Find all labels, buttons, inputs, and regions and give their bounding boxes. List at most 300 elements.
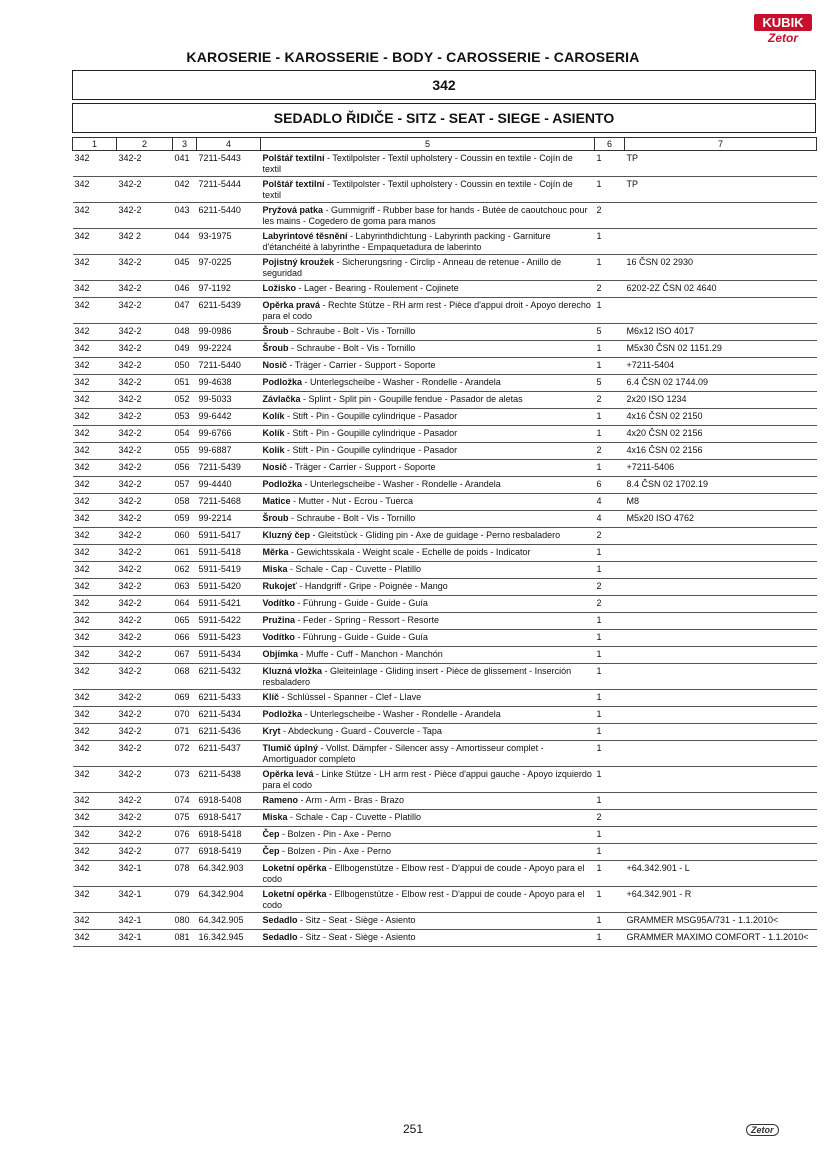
- cell-note: [625, 664, 817, 690]
- cell-subgroup: 342-2: [117, 741, 173, 767]
- cell-subgroup: 342-2: [117, 281, 173, 298]
- table-row: [73, 341, 817, 358]
- logo-zetor-text: Zetor: [768, 31, 798, 45]
- cell-part-number: 97-0225: [197, 255, 261, 281]
- description-czech: Miska: [262, 564, 288, 574]
- cell-description: [261, 707, 595, 724]
- description-czech: Kolík: [262, 428, 285, 438]
- description-translations: - Muffe - Cuff - Manchon - Manchón: [298, 649, 443, 659]
- cell-description: [261, 409, 595, 426]
- cell-subgroup: 342-2: [117, 827, 173, 844]
- cell-quantity: 1: [595, 690, 625, 707]
- cell-note: [625, 579, 817, 596]
- table-row: [73, 255, 817, 281]
- cell-group: 342: [73, 647, 117, 664]
- description-czech: Ložisko: [262, 283, 297, 293]
- cell-subgroup: 342-2: [117, 341, 173, 358]
- cell-position: 041: [173, 151, 197, 177]
- cell-note: [625, 724, 817, 741]
- cell-quantity: 1: [595, 341, 625, 358]
- cell-position: 048: [173, 324, 197, 341]
- cell-description: [261, 887, 595, 913]
- cell-quantity: 1: [595, 767, 625, 793]
- cell-group: 342: [73, 596, 117, 613]
- cell-note: M5x20 ISO 4762: [625, 511, 817, 528]
- description-translations: - Schraube - Bolt - Vis - Tornillo: [288, 326, 416, 336]
- cell-part-number: 6211-5432: [197, 664, 261, 690]
- description-translations: - Abdeckung - Guard - Couvercle - Tapa: [280, 726, 442, 736]
- description-translations: - Sicherungsring - Circlip - Anneau de retenue - Anillo de seguridad: [262, 257, 562, 278]
- cell-note: [625, 298, 817, 324]
- description-czech: Sedadlo: [262, 932, 298, 942]
- description-czech: Měrka: [262, 547, 289, 557]
- description-translations: - Träger - Carrier - Support - Soporte: [287, 360, 436, 370]
- cell-description: [261, 630, 595, 647]
- cell-part-number: 6211-5438: [197, 767, 261, 793]
- cell-note: +64.342.901 - R: [625, 887, 817, 913]
- cell-note: 2x20 ISO 1234: [625, 392, 817, 409]
- cell-subgroup: 342-2: [117, 409, 173, 426]
- cell-group: 342: [73, 494, 117, 511]
- cell-position: 044: [173, 229, 197, 255]
- table-row: [73, 844, 817, 861]
- table-row: [73, 741, 817, 767]
- cell-note: 16 ČSN 02 2930: [625, 255, 817, 281]
- cell-note: 6.4 ČSN 02 1744.09: [625, 375, 817, 392]
- cell-part-number: 6211-5437: [197, 741, 261, 767]
- cell-group: 342: [73, 528, 117, 545]
- cell-description: [261, 177, 595, 203]
- cell-group: 342: [73, 203, 117, 229]
- cell-quantity: 1: [595, 724, 625, 741]
- description-translations: - Bolzen - Pin - Axe - Perno: [279, 846, 392, 856]
- cell-subgroup: 342-2: [117, 392, 173, 409]
- cell-note: +7211-5404: [625, 358, 817, 375]
- cell-description: [261, 494, 595, 511]
- cell-subgroup: 342-2: [117, 707, 173, 724]
- table-row: [73, 887, 817, 913]
- cell-subgroup: 342-2: [117, 844, 173, 861]
- cell-description: [261, 810, 595, 827]
- cell-note: 6202-2Z ČSN 02 4640: [625, 281, 817, 298]
- cell-position: 077: [173, 844, 197, 861]
- cell-group: 342: [73, 477, 117, 494]
- description-translations: - Labyrinthdichtung - Labyrinth packing - Garniture d'étanchéité à labyrinthe - Empaquetadura de laberinto: [262, 231, 551, 252]
- cell-position: 081: [173, 930, 197, 947]
- description-translations: - Ellbogenstütze - Elbow rest - D'appui de coude - Apoyo para el codo: [262, 863, 585, 884]
- cell-note: [625, 203, 817, 229]
- description-czech: Labyrintové těsnění: [262, 231, 348, 241]
- cell-group: 342: [73, 741, 117, 767]
- cell-description: [261, 724, 595, 741]
- cell-subgroup: 342-2: [117, 324, 173, 341]
- description-translations: - Gleiteinlage - Gliding insert - Pièce de glissement - Inserción resbaladero: [262, 666, 572, 687]
- cell-part-number: 5911-5421: [197, 596, 261, 613]
- cell-quantity: 1: [595, 545, 625, 562]
- description-czech: Nosič: [262, 462, 288, 472]
- cell-description: [261, 861, 595, 887]
- cell-group: 342: [73, 930, 117, 947]
- cell-note: +7211-5406: [625, 460, 817, 477]
- cell-description: [261, 827, 595, 844]
- cell-group: 342: [73, 887, 117, 913]
- description-czech: Vodítko: [262, 598, 295, 608]
- description-translations: - Arm - Arm - Bras - Brazo: [298, 795, 405, 805]
- cell-part-number: 99-2224: [197, 341, 261, 358]
- cell-quantity: 5: [595, 375, 625, 392]
- cell-subgroup: 342-2: [117, 724, 173, 741]
- cell-position: 056: [173, 460, 197, 477]
- cell-position: 066: [173, 630, 197, 647]
- table-row: [73, 767, 817, 793]
- description-translations: - Schale - Cap - Cuvette - Platillo: [287, 564, 422, 574]
- cell-group: 342: [73, 409, 117, 426]
- cell-quantity: 1: [595, 358, 625, 375]
- cell-quantity: 2: [595, 281, 625, 298]
- cell-group: 342: [73, 613, 117, 630]
- cell-position: 060: [173, 528, 197, 545]
- cell-quantity: 5: [595, 324, 625, 341]
- table-row: [73, 229, 817, 255]
- cell-subgroup: 342 2: [117, 229, 173, 255]
- table-row: [73, 664, 817, 690]
- cell-note: [625, 545, 817, 562]
- description-translations: - Gewichtsskala - Weight scale - Echelle de poids - Indicator: [288, 547, 531, 557]
- cell-note: [625, 596, 817, 613]
- cell-quantity: 1: [595, 255, 625, 281]
- cell-part-number: 99-4638: [197, 375, 261, 392]
- cell-description: [261, 392, 595, 409]
- cell-part-number: 99-5033: [197, 392, 261, 409]
- cell-note: +64.342.901 - L: [625, 861, 817, 887]
- cell-part-number: 6211-5439: [197, 298, 261, 324]
- cell-quantity: 2: [595, 443, 625, 460]
- cell-position: 075: [173, 810, 197, 827]
- description-czech: Polštář textilní: [262, 179, 325, 189]
- table-row: [73, 707, 817, 724]
- cell-subgroup: 342-1: [117, 913, 173, 930]
- cell-group: 342: [73, 861, 117, 887]
- cell-description: [261, 298, 595, 324]
- cell-part-number: 5911-5418: [197, 545, 261, 562]
- table-row: [73, 426, 817, 443]
- cell-group: 342: [73, 426, 117, 443]
- cell-note: 8.4 ČSN 02 1702.19: [625, 477, 817, 494]
- cell-position: 062: [173, 562, 197, 579]
- cell-part-number: 7211-5440: [197, 358, 261, 375]
- cell-group: 342: [73, 579, 117, 596]
- cell-part-number: 7211-5444: [197, 177, 261, 203]
- page-number: 251: [402, 1122, 424, 1136]
- description-translations: - Unterlegscheibe - Washer - Rondelle - Arandela: [302, 377, 501, 387]
- cell-quantity: 1: [595, 630, 625, 647]
- cell-position: 061: [173, 545, 197, 562]
- group-number: 342: [72, 70, 816, 100]
- cell-note: [625, 690, 817, 707]
- table-row: [73, 579, 817, 596]
- description-translations: - Führung - Guide - Guide - Guía: [294, 632, 428, 642]
- cell-description: [261, 203, 595, 229]
- cell-part-number: 5911-5434: [197, 647, 261, 664]
- description-czech: Čep: [262, 846, 280, 856]
- cell-position: 080: [173, 913, 197, 930]
- cell-group: 342: [73, 690, 117, 707]
- cell-group: 342: [73, 545, 117, 562]
- cell-group: 342: [73, 281, 117, 298]
- cell-subgroup: 342-2: [117, 443, 173, 460]
- cell-part-number: 6211-5440: [197, 203, 261, 229]
- cell-position: 069: [173, 690, 197, 707]
- description-translations: - Sitz - Seat - Siège - Asiento: [297, 932, 416, 942]
- table-row: [73, 724, 817, 741]
- cell-subgroup: 342-2: [117, 358, 173, 375]
- description-translations: - Führung - Guide - Guide - Guía: [294, 598, 428, 608]
- cell-part-number: 99-4440: [197, 477, 261, 494]
- cell-position: 055: [173, 443, 197, 460]
- cell-position: 071: [173, 724, 197, 741]
- description-czech: Závlačka: [262, 394, 301, 404]
- cell-subgroup: 342-2: [117, 511, 173, 528]
- cell-quantity: 1: [595, 793, 625, 810]
- cell-position: 051: [173, 375, 197, 392]
- cell-subgroup: 342-2: [117, 664, 173, 690]
- cell-part-number: 6211-5436: [197, 724, 261, 741]
- cell-subgroup: 342-2: [117, 255, 173, 281]
- cell-quantity: 1: [595, 151, 625, 177]
- table-row: [73, 494, 817, 511]
- cell-description: [261, 913, 595, 930]
- description-czech: Podložka: [262, 709, 303, 719]
- description-czech: Opěrka levá: [262, 769, 314, 779]
- table-row: [73, 630, 817, 647]
- col-header-6: 6: [595, 138, 625, 151]
- cell-group: 342: [73, 810, 117, 827]
- table-row: [73, 647, 817, 664]
- cell-part-number: 7211-5439: [197, 460, 261, 477]
- cell-quantity: 2: [595, 596, 625, 613]
- description-czech: Rameno: [262, 795, 299, 805]
- cell-note: M8: [625, 494, 817, 511]
- cell-description: [261, 324, 595, 341]
- cell-part-number: 64.342.904: [197, 887, 261, 913]
- cell-subgroup: 342-2: [117, 177, 173, 203]
- cell-group: 342: [73, 630, 117, 647]
- cell-description: [261, 844, 595, 861]
- cell-subgroup: 342-2: [117, 579, 173, 596]
- cell-note: [625, 528, 817, 545]
- cell-description: [261, 930, 595, 947]
- cell-note: [625, 844, 817, 861]
- cell-part-number: 99-0986: [197, 324, 261, 341]
- description-translations: - Stift - Pin - Goupille cylindrique - Pasador: [284, 428, 458, 438]
- cell-part-number: 7211-5468: [197, 494, 261, 511]
- cell-part-number: 5911-5422: [197, 613, 261, 630]
- description-czech: Sedadlo: [262, 915, 298, 925]
- cell-position: 074: [173, 793, 197, 810]
- cell-description: [261, 511, 595, 528]
- cell-subgroup: 342-2: [117, 151, 173, 177]
- cell-description: [261, 793, 595, 810]
- cell-quantity: 1: [595, 707, 625, 724]
- description-czech: Rukojeť: [262, 581, 297, 591]
- description-translations: - Linke Stütze - LH arm rest - Pièce d'appui gauche - Apoyo izquierdo para el codo: [262, 769, 592, 790]
- table-row: [73, 443, 817, 460]
- cell-description: [261, 647, 595, 664]
- cell-group: 342: [73, 562, 117, 579]
- description-czech: Opěrka pravá: [262, 300, 321, 310]
- cell-position: 065: [173, 613, 197, 630]
- cell-subgroup: 342-2: [117, 426, 173, 443]
- table-row: [73, 913, 817, 930]
- table-row: [73, 511, 817, 528]
- cell-description: [261, 767, 595, 793]
- parts-table: [72, 137, 817, 947]
- table-row: [73, 324, 817, 341]
- cell-group: 342: [73, 724, 117, 741]
- table-row: [73, 827, 817, 844]
- description-translations: - Lager - Bearing - Roulement - Cojinete: [296, 283, 459, 293]
- cell-note: 4x16 ČSN 02 2156: [625, 443, 817, 460]
- cell-subgroup: 342-2: [117, 647, 173, 664]
- description-translations: - Vollst. Dämpfer - Silencer assy - Amortisseur complet - Amortiguador completo: [262, 743, 544, 764]
- description-translations: - Gleitstück - Gliding pin - Axe de guidage - Perno resbaladero: [310, 530, 561, 540]
- cell-quantity: 1: [595, 664, 625, 690]
- cell-quantity: 1: [595, 177, 625, 203]
- col-header-4: 4: [197, 138, 261, 151]
- cell-position: 073: [173, 767, 197, 793]
- description-translations: - Stift - Pin - Goupille cylindrique - Pasador: [284, 445, 458, 455]
- cell-position: 079: [173, 887, 197, 913]
- cell-part-number: 64.342.905: [197, 913, 261, 930]
- cell-part-number: 6211-5433: [197, 690, 261, 707]
- cell-note: GRAMMER MSG95A/731 - 1.1.2010<: [625, 913, 817, 930]
- cell-part-number: 5911-5417: [197, 528, 261, 545]
- table-row: [73, 613, 817, 630]
- cell-position: 047: [173, 298, 197, 324]
- cell-subgroup: 342-2: [117, 298, 173, 324]
- cell-note: [625, 741, 817, 767]
- cell-position: 068: [173, 664, 197, 690]
- table-row: [73, 151, 817, 177]
- description-czech: Šroub: [262, 343, 289, 353]
- cell-subgroup: 342-2: [117, 630, 173, 647]
- cell-description: [261, 443, 595, 460]
- cell-part-number: 6918-5419: [197, 844, 261, 861]
- cell-quantity: 2: [595, 528, 625, 545]
- description-translations: - Schraube - Bolt - Vis - Tornillo: [288, 513, 416, 523]
- cell-subgroup: 342-2: [117, 494, 173, 511]
- cell-note: M6x12 ISO 4017: [625, 324, 817, 341]
- cell-position: 053: [173, 409, 197, 426]
- cell-group: 342: [73, 341, 117, 358]
- cell-part-number: 93-1975: [197, 229, 261, 255]
- kubik-zetor-logo: [754, 14, 812, 48]
- table-row: [73, 810, 817, 827]
- table-row: [73, 358, 817, 375]
- cell-description: [261, 255, 595, 281]
- col-header-2: 2: [117, 138, 173, 151]
- cell-position: 067: [173, 647, 197, 664]
- description-translations: - Gummigriff - Rubber base for hands - Butée de caoutchouc pour les mains - Cogedero de goma para manos: [262, 205, 588, 226]
- cell-group: 342: [73, 664, 117, 690]
- description-translations: - Textilpolster - Textil upholstery - Coussin en textile - Cojín de textil: [262, 153, 573, 174]
- description-czech: Pojistný kroužek: [262, 257, 335, 267]
- cell-position: 058: [173, 494, 197, 511]
- cell-quantity: 2: [595, 810, 625, 827]
- cell-description: [261, 664, 595, 690]
- description-translations: - Textilpolster - Textil upholstery - Coussin en textile - Cojín de textil: [262, 179, 573, 200]
- cell-group: 342: [73, 767, 117, 793]
- cell-group: 342: [73, 358, 117, 375]
- cell-description: [261, 741, 595, 767]
- table-row: [73, 477, 817, 494]
- cell-note: M5x30 ČSN 02 1151.29: [625, 341, 817, 358]
- cell-quantity: 1: [595, 426, 625, 443]
- cell-description: [261, 477, 595, 494]
- table-row: [73, 930, 817, 947]
- description-czech: Matice: [262, 496, 291, 506]
- table-row: [73, 392, 817, 409]
- description-czech: Polštář textilní: [262, 153, 325, 163]
- description-czech: Šroub: [262, 513, 289, 523]
- description-czech: Klíč: [262, 692, 280, 702]
- cell-position: 042: [173, 177, 197, 203]
- cell-quantity: 1: [595, 827, 625, 844]
- table-row: [73, 281, 817, 298]
- cell-position: 046: [173, 281, 197, 298]
- cell-note: 4x20 ČSN 02 2156: [625, 426, 817, 443]
- cell-note: GRAMMER MAXIMO COMFORT - 1.1.2010<: [625, 930, 817, 947]
- cell-group: 342: [73, 793, 117, 810]
- cell-note: [625, 613, 817, 630]
- cell-position: 076: [173, 827, 197, 844]
- cell-quantity: 2: [595, 392, 625, 409]
- table-row: [73, 528, 817, 545]
- cell-quantity: 1: [595, 613, 625, 630]
- cell-position: 049: [173, 341, 197, 358]
- cell-quantity: 1: [595, 409, 625, 426]
- cell-quantity: 4: [595, 494, 625, 511]
- cell-part-number: 16.342.945: [197, 930, 261, 947]
- description-translations: - Schale - Cap - Cuvette - Platillo: [287, 812, 422, 822]
- table-row: [73, 298, 817, 324]
- description-czech: Miska: [262, 812, 288, 822]
- description-czech: Kryt: [262, 726, 281, 736]
- description-translations: - Feder - Spring - Ressort - Resorte: [295, 615, 440, 625]
- cell-description: [261, 579, 595, 596]
- cell-note: [625, 562, 817, 579]
- description-czech: Loketní opěrka: [262, 889, 327, 899]
- cell-note: [625, 647, 817, 664]
- description-translations: - Stift - Pin - Goupille cylindrique - Pasador: [284, 411, 458, 421]
- cell-subgroup: 342-2: [117, 460, 173, 477]
- cell-subgroup: 342-2: [117, 690, 173, 707]
- table-header-row: [73, 138, 817, 151]
- cell-group: 342: [73, 844, 117, 861]
- cell-group: 342: [73, 177, 117, 203]
- cell-description: [261, 341, 595, 358]
- table-row: [73, 460, 817, 477]
- description-translations: - Splint - Split pin - Goupille fendue - Pasador de aletas: [300, 394, 523, 404]
- cell-description: [261, 562, 595, 579]
- cell-subgroup: 342-2: [117, 793, 173, 810]
- description-czech: Vodítko: [262, 632, 295, 642]
- cell-group: 342: [73, 707, 117, 724]
- cell-quantity: 1: [595, 844, 625, 861]
- cell-part-number: 5911-5423: [197, 630, 261, 647]
- cell-description: [261, 375, 595, 392]
- cell-part-number: 99-6766: [197, 426, 261, 443]
